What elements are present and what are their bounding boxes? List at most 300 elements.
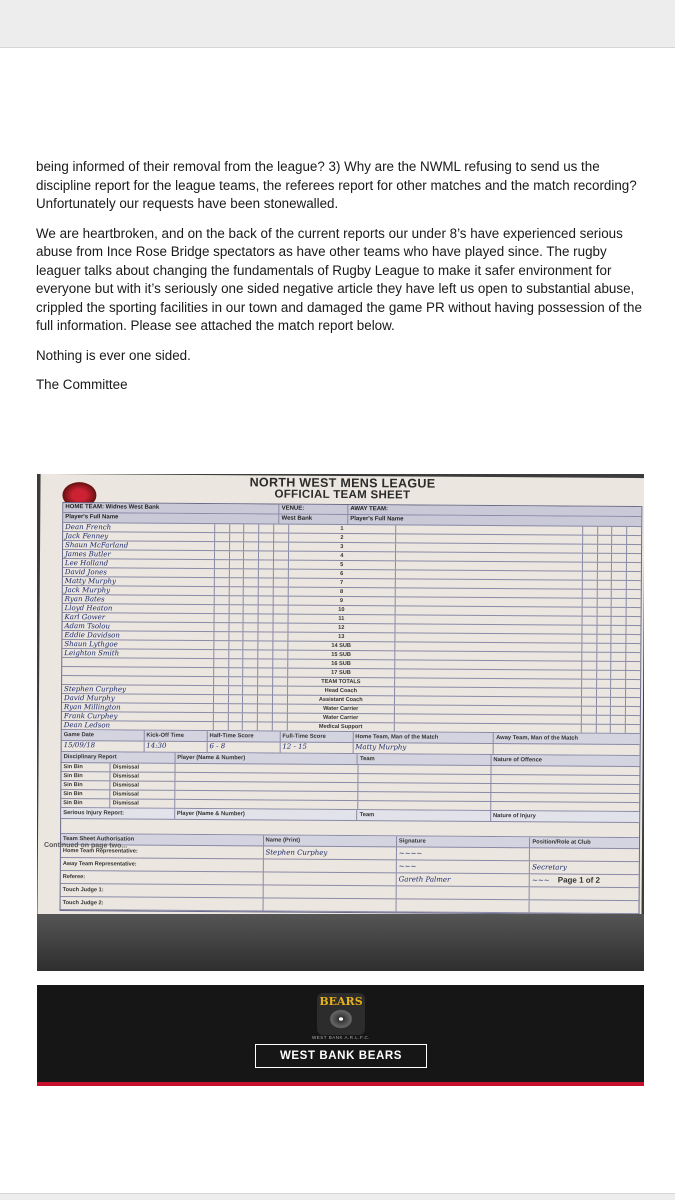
away-player-name [395,687,582,696]
position-label: 5 [289,561,396,570]
score-cell [597,635,612,643]
dismissal-label: Dismissal [111,781,176,789]
club-footer-banner [37,985,644,1086]
score-cell [259,632,274,640]
venue-value: West Bank [279,515,348,524]
away-player-name [395,714,582,723]
score-cell [627,626,641,634]
sin-bin-label: Sin Bin [61,790,110,798]
position-label: 16 SUB [288,660,395,669]
position-label: 10 [288,606,395,615]
away-player-name [395,615,582,624]
discipline-player-cell [176,800,358,809]
score-cell [229,713,244,721]
score-cell [597,599,612,607]
score-cell [582,680,597,688]
discipline-player-cell [176,782,358,791]
score-cell [214,704,229,712]
position-label: 15 SUB [288,651,395,660]
score-cell [229,641,244,649]
sin-bin-label: Sin Bin [61,799,110,807]
score-cell [215,578,230,586]
score-cell [229,650,244,658]
score-cell [274,552,289,560]
referee-label: Referee: [61,871,264,884]
score-cell [258,713,273,721]
signature-header: Signature [397,836,530,847]
score-cell [611,725,626,733]
referee-signature: ~~~ [532,876,550,885]
home-player-name: Ryan Bates [63,595,215,604]
position-label: TEAM TOTALS [288,678,395,687]
position-label: 1 [289,525,396,534]
away-rep-position: Secretary [532,863,567,872]
position-label: 2 [289,534,396,543]
sheet-title: NORTH WEST MENS LEAGUE [249,475,436,491]
score-cell [596,716,611,724]
score-cell [582,626,597,634]
score-cell [582,725,597,733]
injury-player-header: Player (Name & Number) [175,809,358,820]
score-cell [229,668,244,676]
score-cell [243,704,258,712]
home-rep-signature: ~~~~ [397,847,530,860]
discipline-player-cell [176,773,358,782]
score-cell [259,551,274,559]
dismissal-label: Dismissal [111,763,176,771]
score-cell [627,635,641,643]
score-cell [243,713,258,721]
score-cell [274,588,289,596]
sin-bin-label: Sin Bin [61,781,110,789]
score-cell [259,542,274,550]
score-cell [230,560,245,568]
score-cell [244,587,259,595]
score-cell [259,641,274,649]
away-player-name [395,660,582,669]
home-player-name: James Butler [63,550,215,559]
score-cell [244,596,259,604]
score-cell [215,524,230,532]
score-cell [229,623,244,631]
club-small-text: WEST BANK A.R.L.F.C. [312,1035,370,1040]
bear-head-icon [329,1009,353,1029]
score-cell [582,617,597,625]
score-cell [582,635,597,643]
name-print-header: Name (Print) [264,835,397,846]
score-cell [229,695,244,703]
position-label: 13 [288,633,395,642]
away-player-name [396,570,583,579]
score-cell [598,536,613,544]
score-cell [214,659,229,667]
home-player-name: Matty Murphy [63,577,215,586]
score-cell [612,554,627,562]
score-cell [214,695,229,703]
score-cell [244,686,259,694]
position-label: 3 [289,543,396,552]
discipline-team-cell [358,765,491,774]
score-cell [214,722,229,730]
bears-logo [317,993,365,1035]
score-cell [627,581,641,589]
serious-injury-header: Serious Injury Report: [61,808,175,819]
score-cell [259,650,274,658]
touch-judge-2-row [61,897,639,914]
halftime-header: Half-Time Score [208,731,281,742]
score-cell [215,596,230,604]
touch-judge-1-signature [397,886,530,899]
score-cell [583,536,598,544]
away-player-name [396,561,583,570]
score-cell [273,669,288,677]
score-cell [612,608,627,616]
score-cell [597,608,612,616]
discipline-team-header: Team [358,754,491,765]
away-player-name [396,579,583,588]
away-player-name [395,651,582,660]
score-cell [245,524,260,532]
score-cell [243,722,258,730]
score-cell [259,587,274,595]
team-sheet-paper [37,474,644,926]
score-cell [273,687,288,695]
position-label: 14 SUB [288,642,395,651]
sheet-subtitle: OFFICIAL TEAM SHEET [274,488,411,502]
score-cell [229,704,244,712]
score-cell [597,707,612,715]
home-motm-header: Home Team, Man of the Match [353,732,494,743]
score-cell [244,569,259,577]
score-cell [598,554,613,562]
score-cell [214,650,229,658]
away-player-name [395,696,582,705]
home-rep-position [530,848,639,861]
letter-body [36,158,642,406]
score-cell [627,653,641,661]
score-cell [583,527,598,535]
score-cell [627,590,641,598]
paragraph-questions: being informed of their removal from the league? 3) Why are the NWML refusing to send us the discipline report for the league teams, the referees report for other matches and the match recording? Unfortunately our requests have been stonewalled. [36,159,637,211]
score-cell [259,623,274,631]
home-player-name: Lee Holland [63,559,215,568]
home-player-name: Shaun McFarland [63,541,215,550]
score-cell [611,707,626,715]
position-label: 7 [289,579,396,588]
bears-logo-word: BEARS [319,995,363,1008]
score-cell [228,722,243,730]
referee-name: Gareth Palmer [397,873,530,886]
score-cell [626,698,640,706]
score-cell [214,641,229,649]
score-cell [244,659,259,667]
home-player-name: Leighton Smith [62,649,214,658]
home-player-name [62,658,214,667]
score-cell [583,545,598,553]
score-cell [626,716,640,724]
sin-bin-label: Sin Bin [61,772,110,780]
score-cell [626,662,640,670]
score-cell [274,624,289,632]
score-cell [274,543,289,551]
away-player-name [395,588,582,597]
score-cell [582,644,597,652]
touch-judge-2-name [263,898,396,911]
home-player-name: Eddie Davidson [62,631,214,640]
score-cell [215,560,230,568]
away-rep-signature: ~~~ [397,860,530,873]
dismissal-label: Dismissal [111,799,176,807]
position-label: Water Carrier [288,705,395,714]
kickoff-value: 14:30 [144,742,207,752]
fulltime-header: Full-Time Score [280,732,353,743]
score-cell [245,542,260,550]
score-cell [627,545,641,553]
home-player-name-header: Player's Full Name [63,513,279,524]
score-cell [627,644,641,652]
score-cell [597,590,612,598]
away-player-name [395,705,582,714]
score-cell [582,653,597,661]
score-cell [612,581,627,589]
score-cell [627,536,641,544]
away-motm-header: Away Team, Man of the Match [496,735,579,742]
position-label: Medical Support [288,723,395,732]
player-rows [62,523,641,734]
fulltime-value: 12 - 15 [280,743,353,754]
sheet-page-number: Page 1 of 2 [557,875,601,885]
home-player-name: Jack Fenney [63,532,215,541]
score-cell [229,632,244,640]
score-cell [582,698,597,706]
score-cell [274,570,289,578]
score-cell [626,707,640,715]
score-cell [229,587,244,595]
score-cell [611,698,626,706]
score-cell [258,704,273,712]
away-player-name [396,534,583,543]
score-cell [612,662,627,670]
home-player-name: Shaun Lythgoe [62,640,214,649]
away-player-name [395,624,582,633]
away-player-name-header: Player's Full Name [350,516,404,523]
dismissal-label: Dismissal [111,772,176,780]
score-cell [244,551,259,559]
home-player-name: Jack Murphy [63,586,215,595]
score-cell [582,689,597,697]
discipline-team-cell [358,792,491,801]
score-cell [244,614,259,622]
discipline-offence-cell [491,793,639,802]
home-player-name [62,676,214,685]
score-cell [626,689,640,697]
score-cell [273,660,288,668]
score-cell [214,614,229,622]
score-cell [215,542,230,550]
position-label: Head Coach [288,687,395,696]
venue-label: VENUE: [280,505,349,514]
score-cell [274,561,289,569]
score-cell [611,716,626,724]
score-cell [274,525,289,533]
discipline-offence-cell [491,802,639,811]
score-cell [214,632,229,640]
away-player-name [396,552,583,561]
away-motm-value [494,744,640,755]
score-cell [598,545,613,553]
discipline-player-cell [176,764,358,773]
score-cell [627,608,641,616]
score-cell [244,677,259,685]
score-cell [230,551,245,559]
discipline-offence-cell [492,766,640,775]
sin-bin-label: Sin Bin [61,763,110,771]
score-cell [626,671,640,679]
paragraph-one-sided: Nothing is ever one sided. [36,347,191,363]
score-cell [627,572,641,580]
discipline-offence-cell [492,775,640,784]
position-label: 17 SUB [288,669,395,678]
score-cell [259,569,274,577]
score-cell [598,527,613,535]
discipline-player-cell [176,791,358,800]
score-cell [598,572,613,580]
photo-background [37,914,644,971]
away-team-label: AWAY TEAM: [350,506,389,513]
paragraph-signoff: The Committee [36,377,128,392]
discipline-team-cell [358,801,491,810]
score-cell [612,671,627,679]
kickoff-header: Kick-Off Time [144,731,207,741]
team-sheet-photo [37,474,644,971]
score-cell [612,635,627,643]
score-cell [582,608,597,616]
team-sheet-table [60,502,643,915]
score-cell [244,668,259,676]
home-player-name: David Jones [63,568,215,577]
score-cell [215,587,230,595]
score-cell [244,632,259,640]
score-cell [258,668,273,676]
score-cell [597,689,612,697]
score-cell [626,725,640,733]
score-cell [229,659,244,667]
score-cell [596,725,611,733]
score-cell [259,596,274,604]
score-cell [258,677,273,685]
score-cell [273,678,288,686]
score-cell [274,615,289,623]
paragraph-heartbroken: We are heartbroken, and on the back of the current reports our under 8’s have experienced serious abuse from Ince Rose Bridge spectators as have other teams who have played since. The rugby leaguer talks about changing the fundamentals of Rugby League to make it safer environment for everyone but with it’s seriously one sided negative article they have left us open to substantial abuse, crippled the sporting facilities in our town and damaged the game PR without having possession of the full information. Please see attached the match report below. [36,225,642,333]
score-cell [597,626,612,634]
nature-of-offence-header: Nature of Offence [493,757,543,764]
score-cell [612,617,627,625]
home-player-name: Dean Ledson [62,721,214,730]
away-rep-name [263,859,396,872]
score-cell [598,563,613,571]
score-cell [243,695,258,703]
score-cell [214,713,229,721]
authorisation-header: Team Sheet Authorisation [61,834,264,845]
score-cell [214,668,229,676]
home-team-label: HOME TEAM: Widnes West Bank [63,503,279,514]
score-cell [583,554,598,562]
score-cell [214,623,229,631]
score-cell [215,551,230,559]
score-cell [258,686,273,694]
discipline-team-cell [358,783,491,792]
position-label: Assistant Coach [288,696,395,705]
home-rep-label: Home Team Representative: [61,845,264,858]
score-cell [229,578,244,586]
score-cell [229,596,244,604]
score-cell [611,689,626,697]
home-player-name: Lloyd Heaton [63,604,215,613]
score-cell [273,705,288,713]
score-cell [627,563,641,571]
continued-note: Continued on page two... [43,841,128,850]
home-player-name: Adam Tsolou [62,622,214,631]
halftime-value: 6 - 8 [207,742,280,753]
score-cell [627,599,641,607]
nature-of-injury-header: Nature of Injury [492,813,536,820]
referee-name-blank [263,872,396,885]
score-cell [627,554,641,562]
score-cell [627,617,641,625]
score-cell [582,671,597,679]
score-cell [612,572,627,580]
score-cell [612,599,627,607]
position-label: 8 [289,588,396,597]
score-cell [583,563,598,571]
score-cell [273,723,288,731]
position-label: 9 [289,597,396,606]
touch-judge-2-label: Touch Judge 2: [61,897,264,910]
touch-judge-1-label: Touch Judge 1: [61,884,264,897]
score-cell [597,617,612,625]
score-cell [259,605,274,613]
score-cell [244,605,259,613]
discipline-team-cell [358,774,491,783]
score-cell [244,650,259,658]
score-cell [274,579,289,587]
score-cell [627,527,641,535]
score-cell [258,695,273,703]
score-cell [274,606,289,614]
score-cell [583,572,598,580]
away-player-name [395,633,582,642]
score-cell [273,651,288,659]
score-cell [582,716,597,724]
game-date-value: 15/09/18 [62,741,145,752]
touch-judge-1-position [530,887,639,900]
score-cell [273,633,288,641]
away-player-name [395,723,582,732]
score-cell [583,590,598,598]
score-cell [583,581,598,589]
score-cell [626,680,640,688]
score-cell [597,671,612,679]
home-player-name: Stephen Curphey [62,685,214,694]
score-cell [245,533,260,541]
touch-judge-2-position [530,900,639,913]
score-cell [274,597,289,605]
score-cell [259,524,274,532]
score-cell [214,686,229,694]
position-label: 4 [289,552,396,561]
discipline-offence-cell [491,784,639,793]
score-cell [215,569,230,577]
